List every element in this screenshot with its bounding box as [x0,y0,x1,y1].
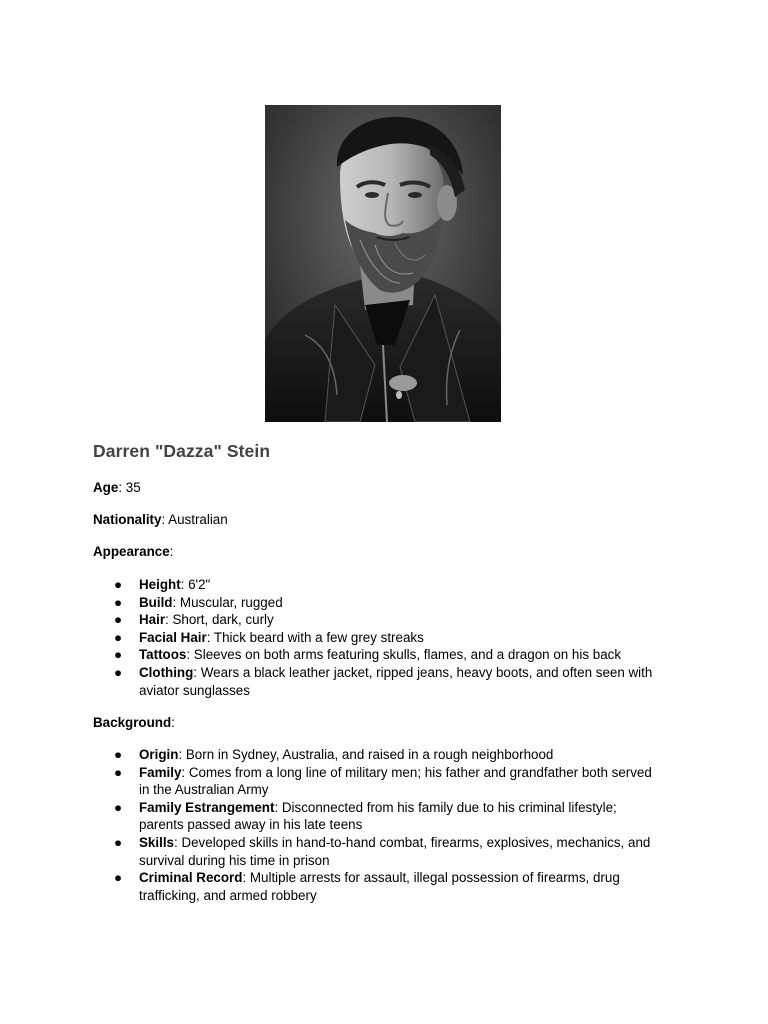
background-label: Background [93,715,172,730]
bullet-icon: ● [114,764,123,780]
list-item-family-estrangement [93,799,693,834]
list-item-build [93,594,693,612]
list-item-tattoos [93,646,693,664]
family-value: : Comes from a long line of military men; his father and grandfather both served in the Australian Army [139,764,652,798]
criminal-record-label: Criminal Record [139,870,243,886]
family-estrangement-label: Family Estrangement [139,799,275,815]
character-name-heading: Darren "Dazza" Stein [93,441,271,461]
origin-value: : Born in Sydney, Australia, and raised in a rough neighborhood [178,747,554,762]
age-label: Age [93,480,119,495]
bullet-icon: ● [114,834,123,850]
list-item-height [93,576,693,594]
skills-value: : Developed skills in hand-to-hand combat, firearms, explosives, mechanics, and survival during his time in prison [139,834,651,868]
list-item-skills [93,834,693,869]
list-item-hair [93,611,693,629]
appearance-heading [93,543,173,561]
clothing-value: : Wears a black leather jacket, ripped jeans, heavy boots, and often seen with aviator sunglasses [139,664,653,698]
bullet-icon: ● [114,629,123,645]
list-item-clothing [93,664,693,699]
tattoos-label: Tattoos [139,647,187,663]
list-item-facial-hair [93,629,693,647]
family-estrangement-value: : Disconnected from his family due to his criminal lifestyle; parents passed away in his late teens [139,799,617,833]
age-value: : 35 [118,480,141,495]
portrait-photo [265,105,501,422]
list-item-family [93,764,693,799]
bullet-icon: ● [114,799,123,815]
origin-label: Origin [139,747,179,762]
appearance-list [93,576,693,699]
background-list [93,746,693,904]
bullet-icon: ● [114,870,123,886]
bullet-icon: ● [114,612,123,628]
nationality-value: : Australian [161,512,228,527]
hair-value: : Short, dark, curly [165,612,274,628]
skills-label: Skills [139,834,174,850]
appearance-colon: : [169,544,174,559]
nationality-label: Nationality [93,512,162,527]
build-label: Build [139,594,173,610]
family-label: Family [139,764,182,780]
facial-hair-label: Facial Hair [139,629,207,645]
criminal-record-value: : Multiple arrests for assault, illegal possession of firearms, drug trafficking, and armed robbery [139,870,620,903]
bullet-icon: ● [114,747,123,762]
bullet-icon: ● [114,664,123,680]
background-colon: : [171,715,175,730]
background-heading [93,714,175,732]
height-label: Height [139,577,181,592]
height-value: : 6'2" [180,577,211,592]
facial-hair-value: : Thick beard with a few grey streaks [206,629,424,645]
build-value: : Muscular, rugged [172,594,283,610]
appearance-label: Appearance [93,544,170,559]
list-item-origin [93,746,693,764]
hair-label: Hair [139,612,166,628]
clothing-label: Clothing [139,664,194,680]
tattoos-value: : Sleeves on both arms featuring skulls, flames, and a dragon on his back [186,647,622,663]
bullet-icon: ● [114,577,123,592]
nationality-line [93,511,228,529]
bullet-icon: ● [114,647,123,663]
list-item-criminal-record [93,869,693,904]
bullet-icon: ● [114,594,123,610]
age-line [93,479,141,497]
portrait-illustration [265,105,501,422]
